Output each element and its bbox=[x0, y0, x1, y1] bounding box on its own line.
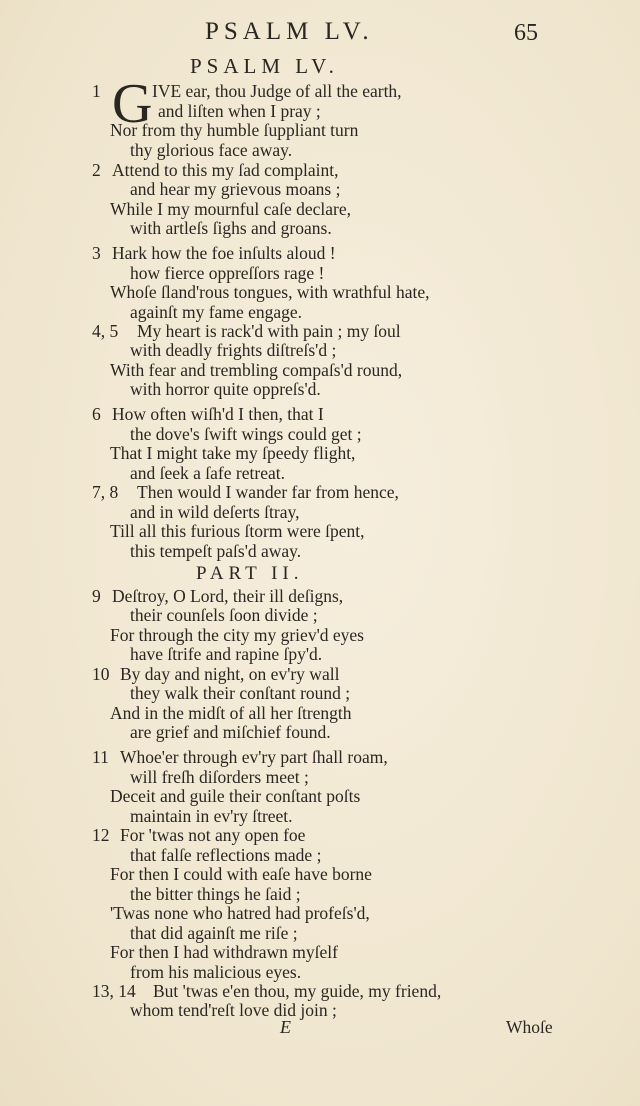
verse-line: and in wild deſerts ſtray, bbox=[130, 502, 300, 522]
verse-line: this tempeſt paſs'd away. bbox=[130, 541, 302, 561]
verse-line: and liſten when I pray ; bbox=[158, 101, 321, 121]
verse-line: For 'twas not any open foe bbox=[120, 825, 306, 845]
verse-line: Nor from thy humble ſuppliant turn bbox=[110, 120, 359, 140]
verse-line: 'Twas none who hatred had profeſs'd, bbox=[110, 903, 370, 923]
verse-line: with horror quite oppreſs'd. bbox=[130, 379, 321, 399]
verse-line: and hear my grievous moans ; bbox=[130, 179, 341, 199]
verse-number-6: 6 bbox=[92, 404, 101, 424]
verse-line: Deceit and guile their conſtant poſts bbox=[110, 786, 361, 806]
verse-line: Deſtroy, O Lord, their ill deſigns, bbox=[112, 586, 344, 606]
verse-number-3: 3 bbox=[92, 243, 101, 263]
verse-line: How often wiſh'd I then, that I bbox=[112, 404, 324, 424]
catchword: Whoſe bbox=[506, 1017, 553, 1037]
verse-line: Whoe'er through ev'ry part ſhall roam, bbox=[120, 747, 388, 767]
verse-line: how fierce oppreſſors rage ! bbox=[130, 263, 325, 283]
verse-line: For through the city my griev'd eyes bbox=[110, 625, 364, 645]
verse-line: And in the midſt of all her ſtrength bbox=[110, 703, 352, 723]
verse-line: from his malicious eyes. bbox=[130, 962, 302, 982]
verse-line: that did againſt me riſe ; bbox=[130, 923, 298, 943]
verse-line: For then I had withdrawn myſelf bbox=[110, 942, 338, 962]
verse-number-9: 9 bbox=[92, 586, 101, 606]
verse-line: Till all this furious ſtorm were ſpent, bbox=[110, 521, 365, 541]
verse-line: Then would I wander far from hence, bbox=[137, 482, 399, 502]
verse-line: But 'twas e'en thou, my guide, my friend, bbox=[153, 981, 442, 1001]
verse-line: againſt my fame engage. bbox=[130, 302, 303, 322]
signature-mark: E bbox=[280, 1017, 291, 1037]
verse-line: the bitter things he ſaid ; bbox=[130, 884, 301, 904]
verse-line: With fear and trembling compaſs'd round, bbox=[110, 360, 403, 380]
verse-line: their counſels ſoon divide ; bbox=[130, 605, 318, 625]
verse-line: with artleſs ſighs and groans. bbox=[130, 218, 332, 238]
running-head bbox=[0, 18, 640, 48]
verse-line: the dove's ſwift wings could get ; bbox=[130, 424, 362, 444]
verse-line: are grief and miſchief found. bbox=[130, 722, 331, 742]
part-title: PART II. bbox=[196, 563, 304, 584]
verse-number-12: 12 bbox=[92, 825, 110, 845]
verse-line: While I my mournful caſe declare, bbox=[110, 199, 352, 219]
verse-number-11: 11 bbox=[92, 747, 109, 767]
verse-line: whom tend'reſt love did join ; bbox=[130, 1000, 337, 1020]
verse-line: they walk their conſtant round ; bbox=[130, 683, 351, 703]
verse-number-4-5: 4, 5 bbox=[92, 321, 119, 341]
verse-number-2: 2 bbox=[92, 160, 101, 180]
psalm-title: PSALM LV. bbox=[190, 54, 339, 78]
page-number: 65 bbox=[514, 20, 538, 46]
verse-number-13-14: 13, 14 bbox=[92, 981, 136, 1001]
verse-number-7-8: 7, 8 bbox=[92, 482, 119, 502]
verse-line: Whoſe ſland'rous tongues, with wrathful hate, bbox=[110, 282, 430, 302]
drop-cap: G bbox=[112, 73, 153, 135]
verse-line: thy glorious face away. bbox=[130, 140, 293, 160]
verse-line: For then I could with eaſe have borne bbox=[110, 864, 372, 884]
verse-line: have ſtrife and rapine ſpy'd. bbox=[130, 644, 323, 664]
verse-line: My heart is rack'd with pain ; my ſoul bbox=[137, 321, 401, 341]
verse-number-10: 10 bbox=[92, 664, 110, 684]
verse-line: IVE ear, thou Judge of all the earth, bbox=[152, 81, 402, 101]
verse-line: Hark how the foe inſults aloud ! bbox=[112, 243, 336, 263]
verse-line: maintain in ev'ry ſtreet. bbox=[130, 806, 293, 826]
verse-line: That I might take my ſpeedy flight, bbox=[110, 443, 356, 463]
verse-line: that falſe reflections made ; bbox=[130, 845, 322, 865]
verse-line: will freſh diſorders meet ; bbox=[130, 767, 309, 787]
verse-line: and ſeek a ſafe retreat. bbox=[130, 463, 285, 483]
verse-line: with deadly frights diſtreſs'd ; bbox=[130, 340, 337, 360]
verse-line: Attend to this my ſad complaint, bbox=[112, 160, 339, 180]
running-title: PSALM LV. bbox=[205, 18, 374, 45]
verse-number-1: 1 bbox=[92, 81, 101, 101]
verse-line: By day and night, on ev'ry wall bbox=[120, 664, 340, 684]
